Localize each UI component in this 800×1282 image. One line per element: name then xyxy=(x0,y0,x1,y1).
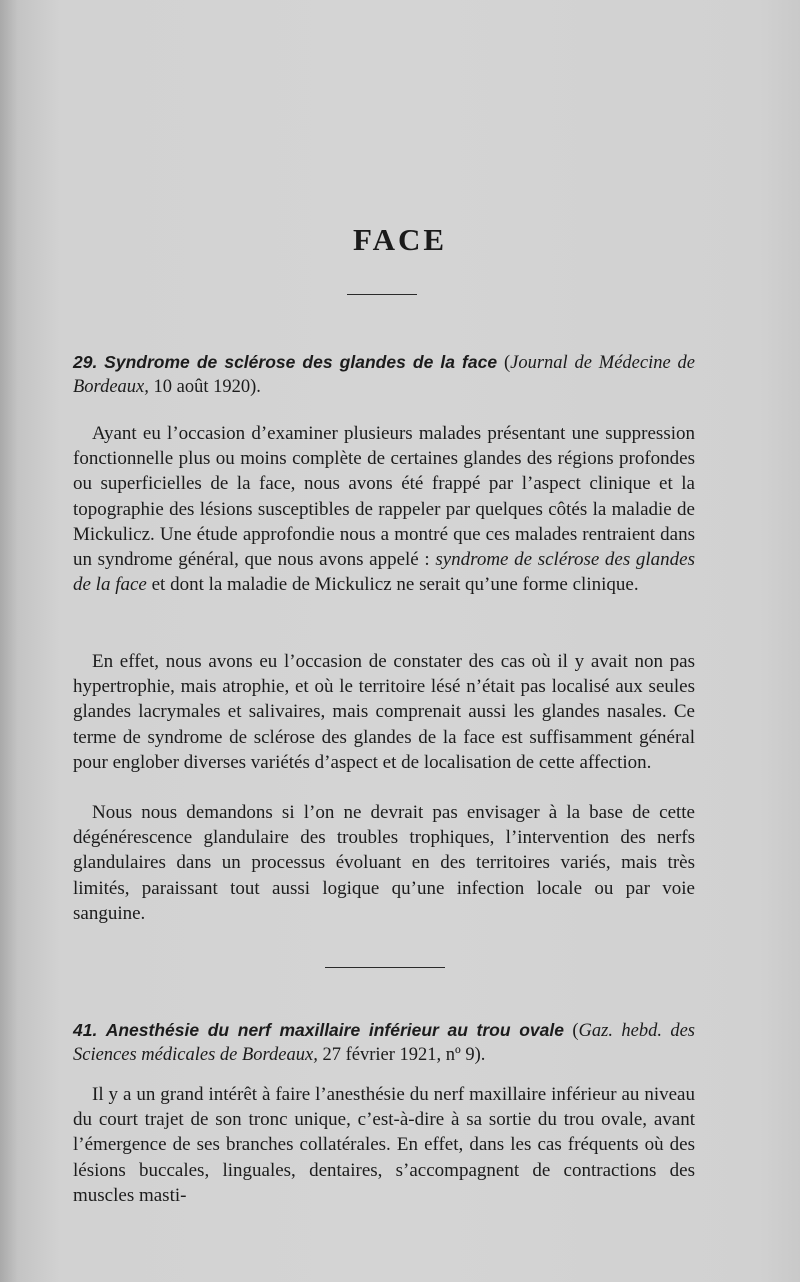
paragraph: En effet, nous avons eu l’occasion de constater des cas où il y avait non pas hypertrophie, mais atrophie, et où le territoire lésé n’était pas localisé aux seules glandes lacrymales et salivaires, mais comprenait aussi les glandes nasales. Ce terme de syndrome de sclérose des glandes de la face est suffisamment général pour englober diverses variétés d’aspect et de localisation de cette affection. xyxy=(73,651,695,773)
title-divider xyxy=(347,294,417,295)
paragraph: Il y a un grand intérêt à faire l’anesthésie du nerf maxillaire inférieur au niveau du court trajet de son tronc unique, c’est-à-dire à sa sortie du trou ovale, avant l’émergence de ses branches collatérales. En effet, dans les cas fréquents où des lésions buccales, linguales, dentaires, s’accompagnent de contractions des muscles masti- xyxy=(73,1084,695,1206)
entry-date: 10 août 1920). xyxy=(153,377,261,397)
entry-date: 27 février 1921, nº 9). xyxy=(322,1045,486,1065)
page-title: FACE xyxy=(352,222,448,257)
entry-title: Syndrome de sclérose des glandes de la face xyxy=(104,352,498,372)
paragraph-text: Ayant eu l’occasion d’examiner plusieurs malades présentant une suppression fonctionnelle plus ou moins complète de certaines glandes des régions profondes ou superficielles de la face, nous avons été frappé par l’aspect clinique et la topographie des lésions susceptibles de rappeler par quelques côtés la maladie de Mickulicz. Une étude approfondie nous a montré que ces malades rentraient dans un syndrome général, que nous avons appelé : xyxy=(73,423,695,571)
paragraph xyxy=(73,421,695,597)
paragraph: Nous nous demandons si l’on ne devrait pas envisager à la base de cette dégénérescence glandulaire des troubles trophiques, l’intervention des nerfs glandulaires dans un processus évoluant en des territoires variés, mais très limités, paraissant tout aussi logique qu’une infection locale ou par voie sanguine. xyxy=(73,802,695,924)
entry-number: 29. xyxy=(73,352,98,372)
entry-title: Anesthésie du nerf maxillaire inférieur au trou ovale xyxy=(105,1020,564,1040)
source-paren: ( xyxy=(503,353,511,373)
source-paren: ( xyxy=(572,1021,579,1041)
paragraph-emphasis: syndrome de sclérose des glandes de la face xyxy=(73,549,696,596)
section-divider xyxy=(325,967,445,968)
entry-number: 41. xyxy=(73,1020,98,1040)
entry-source: Journal de Médecine de Bordeaux, xyxy=(73,353,696,397)
entry-source: Gaz. hebd. des Sciences médicales de Bordeaux, xyxy=(73,1021,696,1065)
paragraph-text: et dont la maladie de Mickulicz ne serait qu’une forme clinique. xyxy=(146,574,639,596)
entry-heading-41 xyxy=(73,1018,695,1067)
entry-heading-29 xyxy=(73,350,695,399)
